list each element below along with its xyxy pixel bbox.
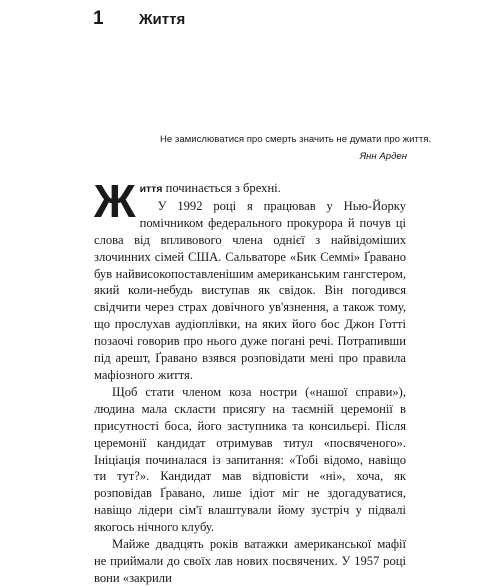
epigraph-author: Янн Арден	[359, 151, 407, 162]
chapter-header	[93, 8, 185, 30]
lead-word: иття	[139, 183, 163, 195]
paragraph-1-text: починається з брехні.	[162, 181, 281, 195]
chapter-number: 1	[93, 8, 104, 29]
paragraph-4: Майже двадцять років ватажки американської мафії не приймали до своїх лав нових посвячених. У 1957 році вони «закрили	[94, 537, 406, 585]
paragraph-3: Щоб стати членом коза ностри («нашої справи»), людина мала скласти присягу на таємній церемонії в присутності боса, його заступника та консильєрі. Після церемонії кандидат отримував титул «посвяченого». Ініціація починалася із запитання: «Тобі відомо, навіщо ти тут?». Кандидат мав відповісти «ні», хоча, як розповідав Ґравано, лише ідіот міг не здогадуватися, навіщо лідери сім'ї влаштували йому зустріч у підвалі якогось нічного клубу.	[94, 384, 406, 535]
paragraph-2: У 1992 році я працював у Нью-Йорку помічником федерального прокурора й почув ці слова від впливового члена однієї з найвідоміших злочинних сімей США. Сальваторе «Бик Семмі» Ґравано був найвисокопоставленішим американським гангстером, який коли-небудь виступав як свідок. Він погодився свідчити через страх довічного ув'язнення, а також тому, що прослухав аудіоплівки, на яких його бос Джон Готті позаочі говорив про нього дуже погані речі. Потрапивши під арешт, Ґравано взявся розповідати мені про правила мафіозного життя.	[94, 198, 406, 382]
epigraph-quote: Не замислюватися про смерть значить не думати про життя.	[160, 134, 432, 145]
chapter-body	[94, 175, 406, 587]
paragraph-1	[94, 175, 406, 227]
epigraph	[160, 133, 432, 164]
drop-cap: Ж	[94, 175, 136, 227]
chapter-title: Життя	[139, 11, 186, 28]
